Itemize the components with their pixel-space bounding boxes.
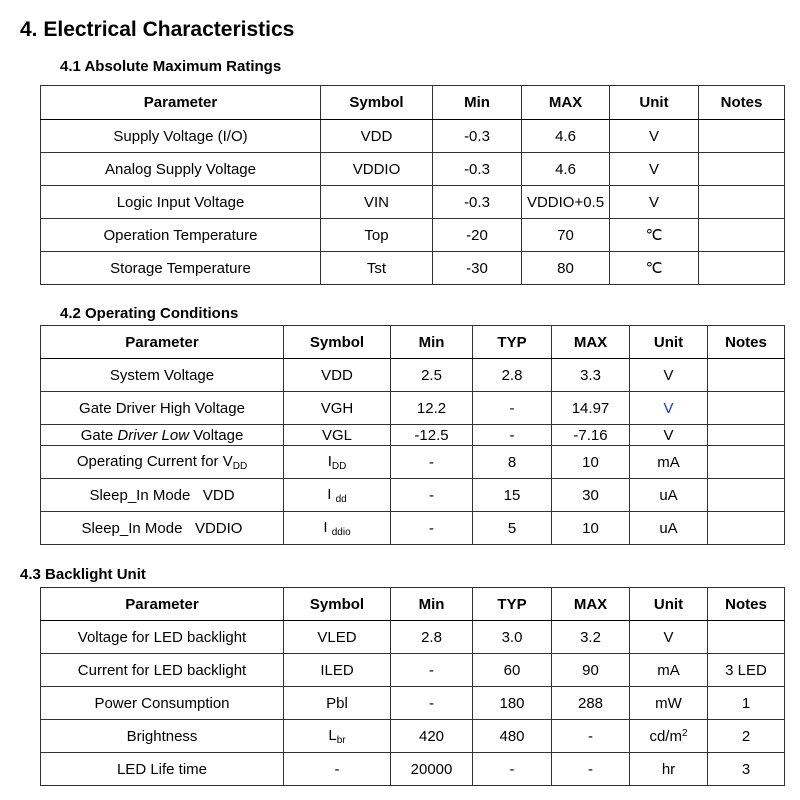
table-row xyxy=(41,687,785,720)
cell-symbol: Pbl xyxy=(284,687,391,720)
cell-symbol xyxy=(284,720,391,753)
col-header-max: MAX xyxy=(552,588,630,621)
cell-min: 420 xyxy=(391,720,473,753)
cell-typ: 2.8 xyxy=(473,359,552,392)
cell-min: - xyxy=(391,512,473,545)
section-heading-absolute-max: 4.1 Absolute Maximum Ratings xyxy=(60,58,282,75)
cell-max: 3.2 xyxy=(552,621,630,654)
cell-unit: mA xyxy=(630,654,708,687)
cell-max: 4.6 xyxy=(522,120,610,153)
cell-parameter: Voltage for LED backlight xyxy=(41,621,284,654)
cell-max: 80 xyxy=(522,252,610,285)
cell-unit: uA xyxy=(630,479,708,512)
section-heading-backlight-unit: 4.3 Backlight Unit xyxy=(20,566,146,583)
cell-parameter xyxy=(41,425,284,446)
cell-notes: 3 LED xyxy=(708,654,785,687)
col-header-unit: Unit xyxy=(630,326,708,359)
col-header-symbol: Symbol xyxy=(284,588,391,621)
table-row xyxy=(41,425,785,446)
cell-typ: 8 xyxy=(473,446,552,479)
col-header-notes: Notes xyxy=(708,588,785,621)
cell-min: 2.5 xyxy=(391,359,473,392)
cell-min: -20 xyxy=(433,219,522,252)
cell-symbol: - xyxy=(284,753,391,786)
cell-unit: mW xyxy=(630,687,708,720)
cell-parameter: Supply Voltage (I/O) xyxy=(41,120,321,153)
cell-min: -0.3 xyxy=(433,120,522,153)
cell-typ: 180 xyxy=(473,687,552,720)
cell-parameter: Operation Temperature xyxy=(41,219,321,252)
table-row xyxy=(41,392,785,425)
cell-symbol: VGL xyxy=(284,425,391,446)
table-row xyxy=(41,359,785,392)
cell-min: - xyxy=(391,446,473,479)
cell-min: - xyxy=(391,479,473,512)
cell-symbol: VDD xyxy=(284,359,391,392)
col-header-notes: Notes xyxy=(708,326,785,359)
cell-max: 90 xyxy=(552,654,630,687)
cell-max: 14.97 xyxy=(552,392,630,425)
cell-notes xyxy=(708,425,785,446)
cell-symbol: VDD xyxy=(321,120,433,153)
cell-min: 2.8 xyxy=(391,621,473,654)
cell-parameter: Logic Input Voltage xyxy=(41,186,321,219)
cell-min: -0.3 xyxy=(433,186,522,219)
cell-typ: 5 xyxy=(473,512,552,545)
cell-symbol xyxy=(284,446,391,479)
cell-notes: 1 xyxy=(708,687,785,720)
col-header-typ: TYP xyxy=(473,326,552,359)
cell-notes: 3 xyxy=(708,753,785,786)
cell-unit: ℃ xyxy=(610,219,699,252)
param-text: Operating Current for V xyxy=(76,452,233,470)
col-header-typ: TYP xyxy=(473,588,552,621)
table-row xyxy=(41,512,785,545)
cell-max: 10 xyxy=(552,446,630,479)
cell-parameter xyxy=(41,446,284,479)
cell-typ: - xyxy=(473,753,552,786)
cell-notes xyxy=(708,512,785,545)
cell-parameter: Current for LED backlight xyxy=(41,654,284,687)
col-header-min: Min xyxy=(391,588,473,621)
cell-max: - xyxy=(552,720,630,753)
cell-unit: hr xyxy=(630,753,708,786)
col-header-min: Min xyxy=(391,326,473,359)
cell-notes xyxy=(708,479,785,512)
table-row xyxy=(41,446,785,479)
table-row xyxy=(41,720,785,753)
cell-notes xyxy=(699,153,785,186)
col-header-parameter: Parameter xyxy=(41,86,321,120)
table-row xyxy=(41,753,785,786)
param-subscript: DD xyxy=(232,460,248,472)
col-header-unit: Unit xyxy=(610,86,699,120)
table-row xyxy=(41,479,785,512)
cell-max: VDDIO+0.5 xyxy=(522,186,610,219)
cell-parameter: Sleep_In Mode VDD xyxy=(41,479,284,512)
cell-parameter: Sleep_In Mode VDDIO xyxy=(41,512,284,545)
col-header-symbol: Symbol xyxy=(284,326,391,359)
cell-min: 20000 xyxy=(391,753,473,786)
col-header-symbol: Symbol xyxy=(321,86,433,120)
cell-parameter: Analog Supply Voltage xyxy=(41,153,321,186)
cell-max: 10 xyxy=(552,512,630,545)
symbol-subscript: dd xyxy=(335,493,347,505)
cell-min: 12.2 xyxy=(391,392,473,425)
symbol-text: I xyxy=(327,485,336,503)
cell-notes xyxy=(708,392,785,425)
cell-symbol: VIN xyxy=(321,186,433,219)
unit-text: cd/m xyxy=(649,727,682,745)
cell-unit: V xyxy=(610,153,699,186)
cell-notes xyxy=(699,186,785,219)
col-header-notes: Notes xyxy=(699,86,785,120)
cell-typ: 3.0 xyxy=(473,621,552,654)
unit-superscript: 2 xyxy=(681,727,688,739)
cell-parameter: Power Consumption xyxy=(41,687,284,720)
cell-notes xyxy=(699,120,785,153)
cell-unit: V xyxy=(630,621,708,654)
cell-symbol xyxy=(284,512,391,545)
col-header-min: Min xyxy=(433,86,522,120)
col-header-parameter: Parameter xyxy=(41,326,284,359)
param-text-part: Voltage xyxy=(189,426,244,444)
cell-symbol xyxy=(284,479,391,512)
symbol-text: L xyxy=(328,726,337,744)
cell-unit: V xyxy=(610,120,699,153)
cell-max: - xyxy=(552,753,630,786)
cell-min: -0.3 xyxy=(433,153,522,186)
cell-notes xyxy=(708,446,785,479)
cell-min: - xyxy=(391,654,473,687)
cell-symbol: VDDIO xyxy=(321,153,433,186)
cell-symbol: ILED xyxy=(284,654,391,687)
table-row xyxy=(41,654,785,687)
cell-max: 30 xyxy=(552,479,630,512)
cell-max: 288 xyxy=(552,687,630,720)
symbol-text: I xyxy=(323,518,332,536)
cell-min: -12.5 xyxy=(391,425,473,446)
absolute-max-ratings-table xyxy=(40,85,785,285)
col-header-parameter: Parameter xyxy=(41,588,284,621)
cell-typ: 15 xyxy=(473,479,552,512)
cell-parameter: Brightness xyxy=(41,720,284,753)
cell-parameter: Storage Temperature xyxy=(41,252,321,285)
cell-unit xyxy=(630,720,708,753)
cell-unit: V xyxy=(630,425,708,446)
cell-parameter: Gate Driver High Voltage xyxy=(41,392,284,425)
cell-unit: mA xyxy=(630,446,708,479)
table-row xyxy=(41,120,785,153)
cell-max: -7.16 xyxy=(552,425,630,446)
table-header-row xyxy=(41,326,785,359)
cell-unit: uA xyxy=(630,512,708,545)
cell-max: 70 xyxy=(522,219,610,252)
cell-notes xyxy=(699,219,785,252)
cell-notes xyxy=(708,359,785,392)
cell-notes xyxy=(699,252,785,285)
cell-parameter: System Voltage xyxy=(41,359,284,392)
table-header-row xyxy=(41,86,785,120)
cell-unit: V xyxy=(610,186,699,219)
symbol-subscript: DD xyxy=(331,460,347,472)
cell-max: 3.3 xyxy=(552,359,630,392)
cell-symbol: VLED xyxy=(284,621,391,654)
symbol-subscript: ddio xyxy=(331,526,351,538)
table-row xyxy=(41,621,785,654)
col-header-max: MAX xyxy=(522,86,610,120)
cell-typ: - xyxy=(473,425,552,446)
cell-notes xyxy=(708,621,785,654)
section-heading-operating-conditions: 4.2 Operating Conditions xyxy=(60,305,239,322)
table-row xyxy=(41,252,785,285)
table-row xyxy=(41,153,785,186)
col-header-max: MAX xyxy=(552,326,630,359)
table-row xyxy=(41,219,785,252)
cell-typ: - xyxy=(473,392,552,425)
cell-typ: 60 xyxy=(473,654,552,687)
param-text-italic: Driver Low xyxy=(117,426,190,444)
col-header-unit: Unit xyxy=(630,588,708,621)
cell-max: 4.6 xyxy=(522,153,610,186)
operating-conditions-table xyxy=(40,325,785,545)
cell-symbol: VGH xyxy=(284,392,391,425)
cell-notes: 2 xyxy=(708,720,785,753)
cell-symbol: Tst xyxy=(321,252,433,285)
cell-symbol: Top xyxy=(321,219,433,252)
cell-min: - xyxy=(391,687,473,720)
cell-parameter: LED Life time xyxy=(41,753,284,786)
cell-unit: ℃ xyxy=(610,252,699,285)
table-header-row xyxy=(41,588,785,621)
param-text-part: Gate xyxy=(80,426,118,444)
symbol-text: I xyxy=(327,452,332,470)
cell-min: -30 xyxy=(433,252,522,285)
cell-unit: V xyxy=(630,359,708,392)
cell-typ: 480 xyxy=(473,720,552,753)
backlight-unit-table xyxy=(40,587,785,786)
table-row xyxy=(41,186,785,219)
cell-unit: V xyxy=(630,392,708,425)
page-title: 4. Electrical Characteristics xyxy=(20,18,295,41)
symbol-subscript: br xyxy=(336,734,346,746)
